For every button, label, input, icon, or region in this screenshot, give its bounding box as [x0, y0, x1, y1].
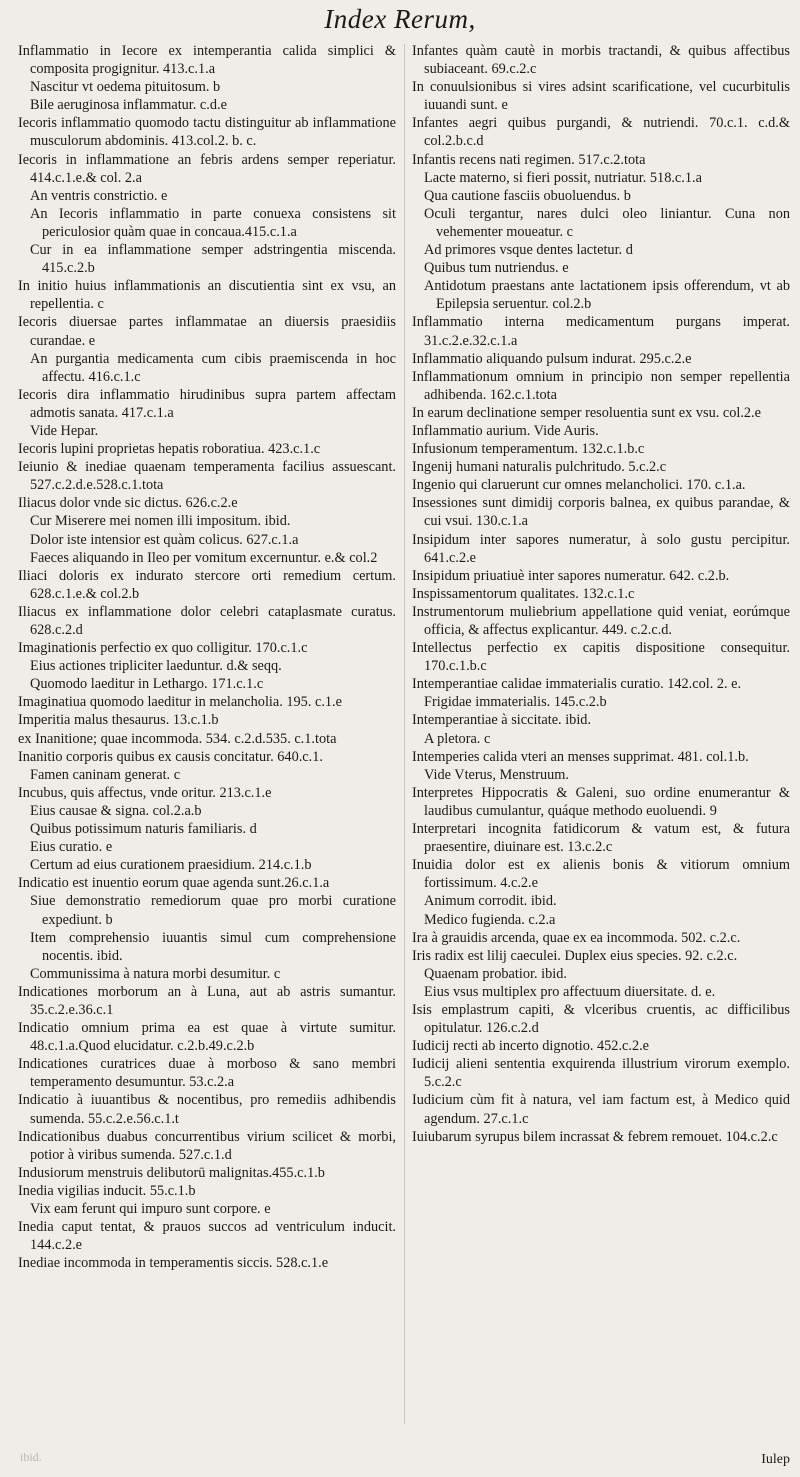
index-entry: Inediae incommoda in temperamentis siccis. 528.c.1.e [18, 1255, 329, 1272]
index-entry: ex Inanitione; quae incommoda. 534. c.2.d.535. c.1.tota [18, 730, 337, 747]
left-column [18, 42, 396, 1272]
index-entry: Indicatio à iuuantibus & nocentibus, pro remediis adhibendis sumenda. 55.c.2.e.56.c.1.t [18, 1092, 396, 1127]
index-entry: Qua cautione fasciis obuoluendus. b [424, 187, 631, 204]
catchword: Iulep [761, 1452, 790, 1467]
index-entry: Ad primores vsque dentes lactetur. d [424, 242, 633, 259]
index-entry: Inanitio corporis quibus ex causis concitatur. 640.c.1. [18, 748, 323, 765]
index-entry: Inedia caput tentat, & prauos succos ad ventriculum inducit. 144.c.2.e [18, 1219, 396, 1254]
index-entry: Intemperies calida vteri an menses supprimat. 481. col.1.b. [412, 748, 749, 765]
index-entry: Eius actiones tripliciter laeduntur. d.& seqq. [30, 658, 282, 675]
index-entry: Inuidia dolor est ex alienis bonis & vitiorum omnium fortissimum. 4.c.2.e [412, 857, 790, 892]
index-entry: Antidotum praestans ante lactationem ipsis offerendum, vt ab Epilepsia seruentur. col.2.b [424, 278, 790, 313]
index-entry: Iecoris dira inflammatio hirudinibus supra partem affectam admotis sanata. 417.c.1.a [18, 386, 396, 421]
index-entry: Communissima à natura morbi desumitur. c [30, 965, 281, 982]
index-entry: Ieiunio & inediae quaenam temperamenta facilius assuescant. 527.c.2.d.e.528.c.1.tota [18, 459, 396, 494]
index-entry: Famen caninam generat. c [30, 766, 181, 783]
index-entry: Inflammatio aliquando pulsum indurat. 295.c.2.e [412, 350, 692, 367]
index-entry: Eius vsus multiplex pro affectuum diuersitate. d. e. [424, 983, 716, 1000]
index-entry: Iliaci doloris ex indurato stercore orti remedium certum. 628.c.1.e.& col.2.b [18, 567, 396, 602]
index-entry: Nascitur vt oedema pituitosum. b [30, 79, 221, 96]
index-entry: In conuulsionibus si vires adsint scarificatione, vel cucurbitulis iuuandi sunt. e [412, 79, 790, 114]
index-entry: Frigidae immaterialis. 145.c.2.b [424, 694, 607, 711]
index-entry: Infantes aegri quibus purgandi, & nutriendi. 70.c.1. c.d.& col.2.b.c.d [412, 115, 790, 150]
right-column [412, 42, 790, 1146]
index-entry: Medico fugienda. c.2.a [424, 911, 556, 928]
index-entry: Vide Vterus, Menstruum. [424, 766, 570, 783]
index-entry: In earum declinatione semper resoluentia sunt ex vsu. col.2.e [412, 404, 761, 421]
index-entry: Oculi tergantur, nares dulci oleo liniantur. Cuna non vehementer moueatur. c [424, 205, 790, 240]
index-entry: Inedia vigilias inducit. 55.c.1.b [18, 1182, 196, 1199]
index-entry: Quibus tum nutriendus. e [424, 260, 569, 277]
index-entry: Iuiubarum syrupus bilem incrassat & febrem remouet. 104.c.2.c [412, 1128, 778, 1145]
index-entry: Instrumentorum muliebrium appellatione quid veniat, eorúmque officia, & affectus explicantur. 449. c.2.c.d. [412, 603, 790, 638]
index-entry: Vix eam ferunt qui impuro sunt corpore. e [30, 1201, 271, 1217]
index-entry: Insipidum priuatiuè inter sapores numeratur. 642. c.2.b. [412, 567, 730, 584]
index-entry: Interpretes Hippocratis & Galeni, suo ordine enumerantur & laudibus cumulantur, quáque methodo euoluendi. 9 [412, 784, 790, 819]
index-entry: Ingenio qui claruerunt cur omnes melancholici. 170. c.1.a. [412, 477, 746, 494]
index-entry: Indicationibus duabus concurrentibus virium scilicet & morbi, potior à viribus sumenda. 527.c.1.d [18, 1128, 396, 1163]
index-entry: Indicatio omnium prima ea est quae à virtute sumitur. 48.c.1.a.Quod elucidatur. c.2.b.49.c.2.b [18, 1020, 396, 1055]
index-entry: Inflammatio in Iecore ex intemperantia calida simplici & composita progignitur. 413.c.1.a [18, 43, 396, 78]
index-entry: Bile aeruginosa inflammatur. c.d.e [30, 97, 227, 114]
index-entry: Iecoris in inflammatione an febris ardens semper reperiatur. 414.c.1.e.& col. 2.a [18, 151, 396, 186]
index-entry: Infusionum temperamentum. 132.c.1.b.c [412, 441, 645, 458]
index-entry: Inflammationum omnium in principio non semper repellentia adhibenda. 162.c.1.tota [412, 368, 790, 403]
index-entry: Dolor iste intensior est quàm colicus. 627.c.1.a [30, 531, 299, 548]
index-entry: Iliacus dolor vnde sic dictus. 626.c.2.e [18, 495, 238, 512]
index-entry: Iliacus ex inflammatione dolor celebri cataplasmate curatus. 628.c.2.d [18, 603, 396, 638]
index-entry: Indusiorum menstruis delibutorū malignitas.455.c.1.b [18, 1164, 325, 1181]
index-entry: Lacte materno, si fieri possit, nutriatur. 518.c.1.a [424, 169, 702, 186]
index-entry: A pletora. c [424, 730, 491, 747]
index-entry: Ira à grauidis arcenda, quae ex ea incommoda. 502. c.2.c. [412, 929, 741, 946]
index-entry: Intellectus perfectio ex capitis dispositione consequitur. 170.c.1.b.c [412, 640, 790, 675]
index-entry: Siue demonstratio remediorum quae pro morbi curatione expediunt. b [30, 893, 396, 928]
index-entry: Iecoris diuersae partes inflammatae an diuersis praesidiis curandae. e [18, 314, 396, 349]
index-entry: Insipidum inter sapores numeratur, à solo gustu percipitur. 641.c.2.e [412, 531, 790, 566]
index-entry: An purgantia medicamenta cum cibis praemiscenda in hoc affectu. 416.c.1.c [30, 350, 396, 385]
index-entry: Quomodo laeditur in Lethargo. 171.c.1.c [30, 676, 264, 693]
index-entry: Iecoris inflammatio quomodo tactu distinguitur ab inflammatione musculorum abdominis. 413.col.2. b. c. [18, 115, 396, 150]
index-entry: Imaginationis perfectio ex quo colligitur. 170.c.1.c [18, 640, 308, 657]
index-entry: Imperitia malus thesaurus. 13.c.1.b [18, 712, 219, 729]
index-entry: Quibus potissimum naturis familiaris. d [30, 821, 257, 838]
index-entry: Infantis recens nati regimen. 517.c.2.tota [412, 151, 646, 168]
index-entry: Intemperantiae calidae immaterialis curatio. 142.col. 2. e. [412, 676, 742, 693]
index-entry: Intemperantiae à siccitate. ibid. [412, 712, 592, 729]
index-entry: Imaginatiua quomodo laeditur in melancholia. 195. c.1.e [18, 694, 342, 711]
index-entry: In initio huius inflammationis an discutientia sint ex vsu, an repellentia. c [18, 278, 396, 313]
index-entry: Interpretari incognita fatidicorum & vatum est, & futura praesentire, diuinare est. 13.c.2.c [412, 821, 790, 856]
index-entry: Faeces aliquando in Ileo per vomitum excernuntur. e.& col.2 [30, 549, 378, 566]
index-entry: Iudicij alieni sententia exquirenda illustrium virorum exemplo. 5.c.2.c [412, 1056, 790, 1091]
index-entry: Animum corrodit. ibid. [424, 893, 557, 910]
index-entry: Iudicij recti ab incerto dignotio. 452.c.2.e [412, 1038, 650, 1055]
index-entry: Inspissamentorum qualitates. 132.c.1.c [412, 585, 635, 602]
index-entry: Eius causae & signa. col.2.a.b [30, 802, 202, 819]
index-entry: An ventris constrictio. e [30, 187, 168, 204]
index-entry: Certum ad eius curationem praesidium. 214.c.1.b [30, 857, 312, 874]
index-entry: Eius curatio. e [30, 839, 113, 856]
index-entry: Inflammatio interna medicamentum purgans imperat. 31.c.2.e.32.c.1.a [412, 314, 790, 349]
column-divider [404, 44, 405, 1424]
index-entry: Insessiones sunt dimidij corporis balnea, ex quibus parandae, & cui vsui. 130.c.1.a [412, 495, 790, 530]
index-entry: Vide Hepar. [30, 422, 99, 439]
bleed-through-text: ibid. [20, 1450, 42, 1464]
index-entry: Incubus, quis affectus, vnde oritur. 213.c.1.e [18, 784, 272, 801]
index-entry: An Iecoris inflammatio in parte conuexa consistens sit periculosior quàm quae in concaua.415.c.1.a [30, 205, 396, 240]
index-entry: Infantes quàm cautè in morbis tractandi, & quibus affectibus subiaceant. 69.c.2.c [412, 43, 790, 78]
index-entry: Iecoris lupini proprietas hepatis roboratiua. 423.c.1.c [18, 441, 321, 458]
running-head: Index Rerum, [324, 4, 476, 34]
index-entry: Inflammatio aurium. Vide Auris. [412, 422, 599, 439]
index-entry: Quaenam probatior. ibid. [424, 965, 567, 982]
index-entry: Cur Miserere mei nomen illi impositum. ibid. [30, 513, 291, 530]
index-entry: Indicationes morborum an à Luna, aut ab astris sumantur. 35.c.2.e.36.c.1 [18, 983, 396, 1018]
index-entry: Iudicium cùm fit à natura, vel iam factum est, à Medico quid agendum. 27.c.1.c [412, 1092, 790, 1127]
index-entry: Isis emplastrum capiti, & vlceribus cruentis, ac difficilibus opitulatur. 126.c.2.d [412, 1001, 790, 1037]
index-entry: Item comprehensio iuuantis simul cum comprehensione nocentis. ibid. [30, 929, 396, 964]
index-entry: Indicatio est inuentio eorum quae agenda sunt.26.c.1.a [18, 875, 330, 892]
index-entry: Indicationes curatrices duae à morboso & sano membri temperamento desumuntur. 53.c.2.a [18, 1056, 396, 1091]
index-entry: Ingenij humani naturalis pulchritudo. 5.c.2.c [412, 459, 667, 476]
index-entry: Iris radix est lilij caeculei. Duplex eius species. 92. c.2.c. [412, 947, 738, 964]
index-entry: Cur in ea inflammatione semper adstringentia miscenda. 415.c.2.b [30, 242, 396, 277]
